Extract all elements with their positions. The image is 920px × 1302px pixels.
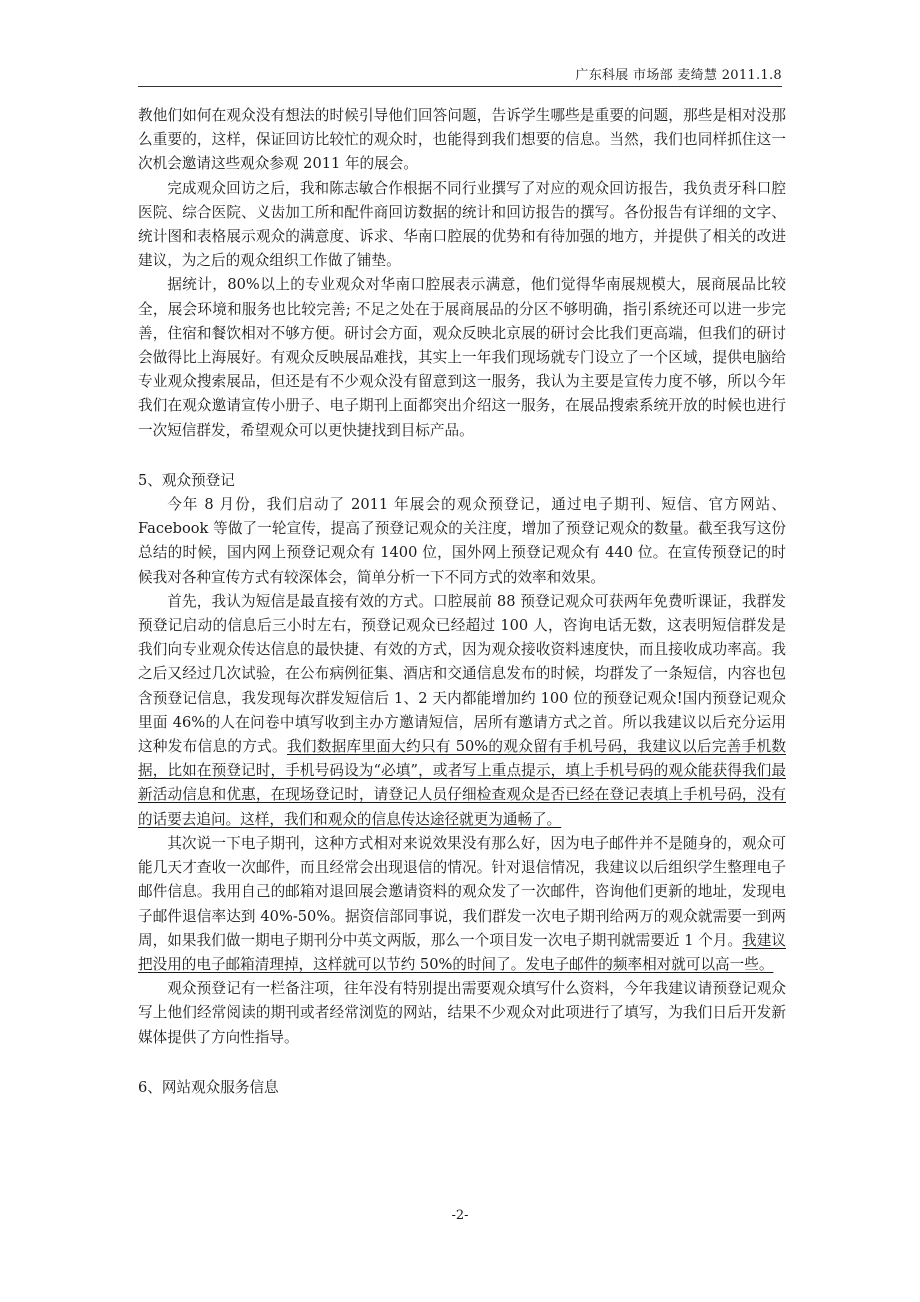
paragraph-6 [138,832,786,977]
document-body [138,104,786,1100]
page-number: -2- [451,1208,469,1223]
paragraph-3: 据统计，80%以上的专业观众对华南口腔展表示满意，他们觉得华南展规模大，展商展品比较全，展会环境和服务也比较完善; 不足之处在于展商展品的分区不够明确，指引系统还可以进一步完善，住宿和餐饮相对不够方便。研讨会方面，观众反映北京展的研讨会比我们更高端，但我们的研讨会做得比上海展好。有观众反映展品难找，其实上一年我们现场就专门设立了一个区域，提供电脑给专业观众搜索展品，但还是有不少观众没有留意到这一服务，我认为主要是宣传力度不够，所以今年我们在观众邀请宣传小册子、电子期刊上面都突出介绍这一服务，在展品搜索系统开放的时候也进行一次短信群发，希望观众可以更快捷找到目标产品。 [138,276,786,439]
paragraph-6-text: 其次说一下电子期刊，这种方式相对来说效果没有那么好，因为电子邮件并不是随身的，观众可能几天才查收一次邮件，而且经常会出现退信的情况。针对退信情况，我建议以后组织学生整理电子邮件信息。我用自己的邮箱对退回展会邀请资料的观众发了一次邮件，咨询他们更新的地址，发现电子邮件退信率达到 40%-50%。据资信部同事说，我们群发一次电子期刊给两万的观众就需要一到两周，如果我们做一期电子期刊分中英文两版，那么一个项目发一次电子期刊就需要近 1 个月。 [138,834,786,949]
section-5-heading: 5、观众预登记 [138,471,235,489]
paragraph-2: 完成观众回访之后，我和陈志敏合作根据不同行业撰写了对应的观众回访报告，我负责牙科口腔医院、综合医院、义齿加工所和配件商回访数据的统计和回访报告的撰写。各份报告有详细的文字、统计图和表格展示观众的满意度、诉求、华南口腔展的优势和有待加强的地方，并提供了相关的改进建议，为之后的观众组织工作做了铺垫。 [138,179,786,270]
page-header: 广东科展 市场部 麦绮慧 2011.1.8 [575,68,782,83]
section-6-heading: 6、网站观众服务信息 [138,1078,279,1096]
header-divider [138,86,782,87]
paragraph-5 [138,590,786,832]
paragraph-5-underlined: 我们数据库里面大约只有 50%的观众留有手机号码，我建议以后完善手机数据，比如在预登记时，手机号码设为“必填”，或者写上重点提示，填上手机号码的观众能获得我们最新活动信息和优惠，在现场登记时，请登记人员仔细检查观众是否已经在登记表填上手机号码，没有的话要去追问。这样，我们和观众的信息传达途径就更为通畅了。 [138,738,786,828]
paragraph-6-underlined: 我建议把没用的电子邮箱清理掉，这样就可以节约 50%的时间了。发电子邮件的频率相对就可以高一些。 [138,931,786,973]
paragraph-5-text: 首先，我认为短信是最直接有效的方式。口腔展前 88 预登记观众可获两年免费听课证，我群发预登记启动的信息后三小时左右，预登记观众已经超过 100 人，咨询电话无数，这表明短信群发是我们向专业观众传达信息的最快捷、有效的方式，因为观众接收资料速度快，而且接收成功率高。我之后又经过几次试验，在公布病例征集、酒店和交通信息发布的时候，均群发了一条短信，内容也包含预登记信息，我发现每次群发短信后 1、2 天内都能增加约 100 位的预登记观众!国内预登记观众里面 46%的人在问卷中填写收到主办方邀请短信，居所有邀请方式之首。所以我建议以后充分运用这种发布信息的方式。 [138,592,786,756]
paragraph-4: 今年 8 月份，我们启动了 2011 年展会的观众预登记，通过电子期刊、短信、官方网站、Facebook 等做了一轮宣传，提高了预登记观众的关注度，增加了预登记观众的数量。截至我写这份总结的时候，国内网上预登记观众有 1400 位，国外网上预登记观众有 440 位。在宣传预登记的时候我对各种宣传方式有较深体会，简单分析一下不同方式的效率和效果。 [138,496,786,586]
paragraph-7: 观众预登记有一栏备注项，往年没有特别提出需要观众填写什么资料，今年我建议请预登记观众写上他们经常阅读的期刊或者经常浏览的网站，结果不少观众对此项进行了填写，为我们日后开发新媒体提供了方向性指导。 [138,980,786,1046]
paragraph-1: 教他们如何在观众没有想法的时候引导他们回答问题，告诉学生哪些是重要的问题，那些是相对没那么重要的，这样，保证回访比较忙的观众时，也能得到我们想要的信息。当然，我们也同样抓住这一次机会邀请这些观众参观 2011 年的展会。 [138,107,786,173]
